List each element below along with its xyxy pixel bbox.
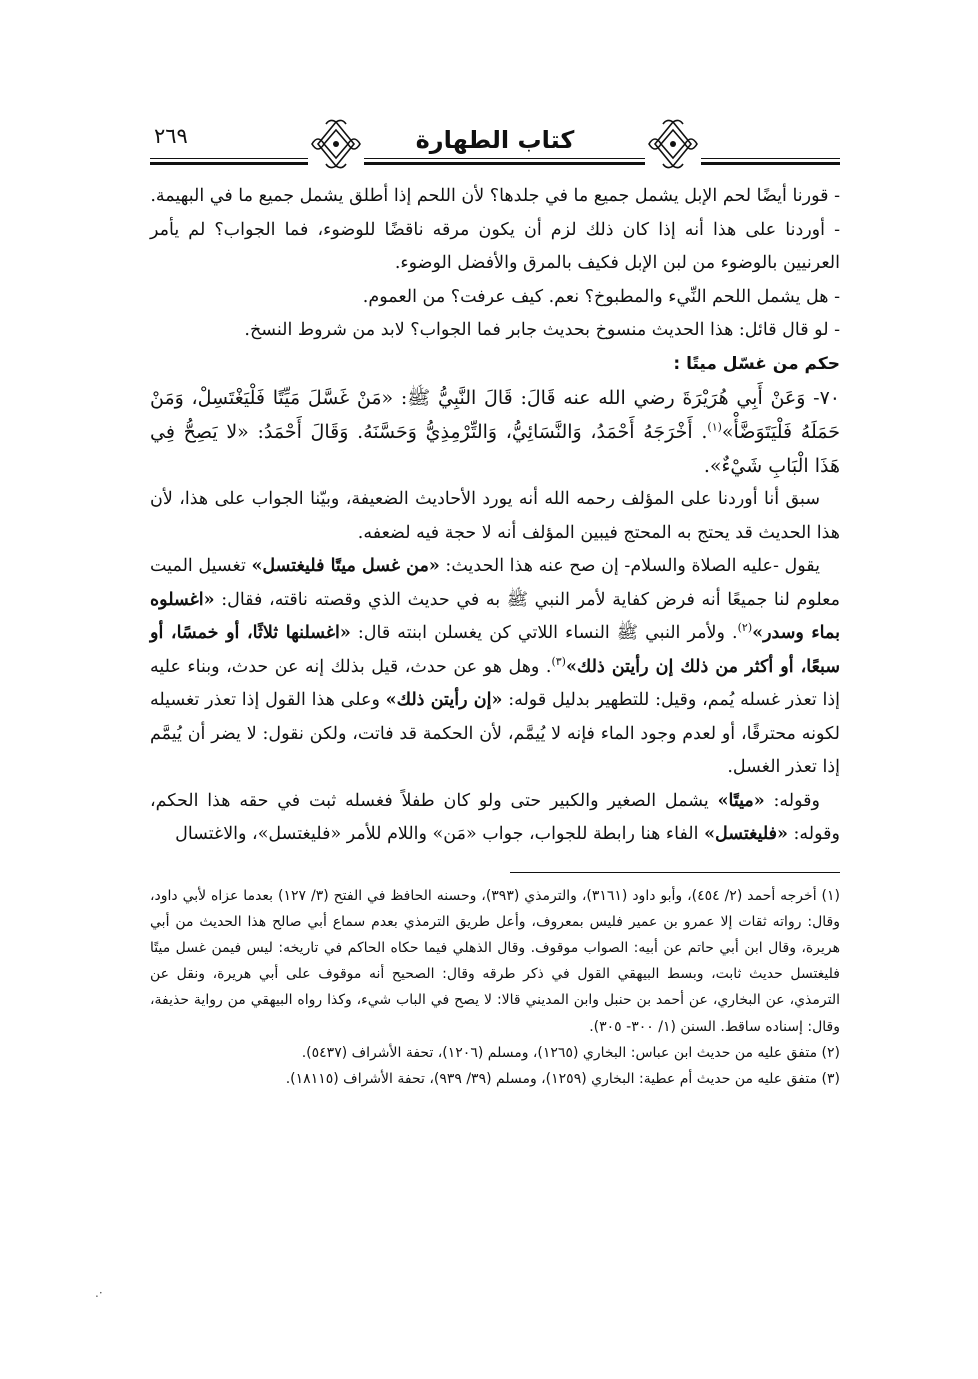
p7-text-e: الفاء هنا رابطة للجواب، جواب «مَن» واللام للأمر «فليغتسل»، والاغتسال [175,824,705,844]
section-heading: حكم من غسّل ميتًا : [673,353,840,374]
header-rule-thin [150,158,840,159]
footnotes [150,883,840,1093]
paragraph-7 [150,785,840,852]
paragraph-3: - هل يشمل اللحم النِّيء والمطبوخ؟ نعم. كيف عرفت؟ من العموم. [362,286,840,307]
page-number: ٢٦٩ [154,124,188,148]
p7-text-a: وقوله: [764,790,820,811]
footnote-marker-3: (٣) [551,654,566,668]
p6-quote-b: «من غسل ميتًا فليغتسل» [251,556,440,576]
p7-quote-d: «فليغتسل» [704,824,788,844]
stray-mark: ·. [95,1286,103,1300]
paragraph-5: سبق أنا أوردنا على المؤلف رحمه الله أنه يورد الأحاديث الضعيفة، وبيّنا الجواب على هذا، لأن هذا الحديث قد يحتج به المحتج فيبين المؤلف أنه لا حجة فيه لضعفه. [150,489,840,543]
ornament-right-icon [645,118,701,170]
footnote-marker-1: (١) [707,420,722,434]
paragraph-1: - قورنا أيضًا لحم الإبل يشمل جميع ما في جلدها؟ لأن اللحم إذا أطلق يشمل جميع ما في البهيمة. [150,186,840,206]
hadith-part-1: ٧٠- وَعَنْ أَبِي هُرَيْرَةَ رضي الله عنه قَالَ: قَالَ النَّبِيُّ ﷺ: «مَنْ غَسَّلَ مَيِّتًا فَلْيَغْتَسِلْ، وَمَنْ حَمَلَهُ فَلْيَتَوَضَّأْ» [150,387,840,443]
footnote-marker-2: (٢) [737,621,753,635]
hadith-text [150,381,840,483]
p6-text-a: يقول -عليه الصلاة والسلام- إن صح عنه هذا الحديث: [439,556,820,576]
paragraph-4: - لو قال قائل: هذا الحديث منسوخ بحديث جابر فما الجواب؟ لابد من شروط النسخ. [244,320,840,340]
footnote-2: (٢) متفق عليه من حديث ابن عباس: البخاري (١٢٦٥)، ومسلم (١٢٠٦)، تحفة الأشراف (٥٤٣٧). [301,1044,840,1061]
p6-text-e: . ولأمر النبي ﷺ النساء اللاتي كن يغسلن ابنته قال: [350,623,738,643]
p6-quote-h: «إن رأيتن ذلك» [385,690,503,710]
p7-quote-b: «ميتًا» [717,790,765,811]
p6-text-g: . وهل هو عن حدث، قيل بذلك إنه عن حدث، وبناء عليه إذا تعذر غسله يُمم، وقيل: للتطهير بدليل قوله: [150,656,841,710]
header-rule-thick [150,162,840,165]
footnote-separator [510,872,840,873]
p6-text-c: تغسيل الميت معلوم لنا جميعًا أنه فرض كفاية لأمر النبي ﷺ به في حديث الذي وقصته ناقته، فقال: [150,556,840,610]
footnote-3: (٣) متفق عليه من حديث أم عطية: البخاري (١٢٥٩)، ومسلم (٣٩/ ٩٣٩)، تحفة الأشراف (١٨١١٥). [285,1070,840,1087]
p6-quote-d: «اغسلوه بماء وسدر» [150,589,840,643]
book-page [150,118,840,1338]
chapter-title: كتاب الطهارة [415,126,575,154]
main-text [150,180,840,852]
p7-text-c: يشمل الصغير والكبير حتى ولو كان طفلاً فغسله ثبت في حقه هذا الحكم، وقوله: [150,790,840,844]
paragraph-2: - أوردنا على هذا أنه إذا كان ذلك لزم أن يكون مرقه ناقضًا للوضوء، فما الجواب؟ لم يأمر العرنيين بالوضوء من لبن الإبل فكيف بالمرق والأفضل الوضوء. [150,219,840,273]
p6-text-i: وعلى هذا القول إذا تعذر تغسيله لكونه محترقًا، أو لعدم وجود الماء فإنه لا يُيمَّم، لأن الحكمة قد فاتت، ولكن نقول: لا يضر أن يُيمَّم إذا تعذر الغسل. [150,690,840,777]
running-head [150,118,840,176]
hadith-part-2: . أَخْرَجَهُ أَحْمَدُ، وَالنَّسَائِيُّ، وَالتِّرْمِذِيُّ وَحَسَّنَهُ. وَقَالَ أَحْمَدُ: «لا يَصِحُّ فِي هَذَا الْبَابِ شَيْءٌ». [150,421,840,477]
p6-quote-f: «اغسلنها ثلاثًا، أو خمسًا، أو سبعًا، أو أكثر من ذلك إن رأيتن ذلك» [150,623,840,677]
footnote-1: (١) أخرجه أحمد (٢/ ٤٥٤)، وأبو داود (٣١٦١)، والترمذي (٣٩٣)، وحسنه الحافظ في الفتح (٣/ ١٢٧) بعدما عزاه لأبي داود، وقال: رواته ثقات إلا عمرو بن عمير فليس بمعروف، وأعل طريق الترمذي بعدم سماع أبي صالح هذا الحديث من أبي هريرة، وقال ابن أبي حاتم عن أبيه: الصواب موقوف. وقال الذهلي فيما حكاه الحاكم في تاريخه: ليس فيمن غسل ميتًا فليغتسل حديث ثابت، وبسط البيهقي القول في ذكر طرقه وقال: الصحيح أنه موقوف على أبي هريرة، ونقل عن الترمذي، عن البخاري، عن أحمد بن حنبل وابن المديني قالا: لا يصح في الباب شيء، وكذا رواه البيهقي من رواية حذيفة، وقال: إسناده ساقط. السنن (١/ ٣٠٠- ٣٠٥). [150,887,840,1035]
paragraph-6 [150,550,840,785]
